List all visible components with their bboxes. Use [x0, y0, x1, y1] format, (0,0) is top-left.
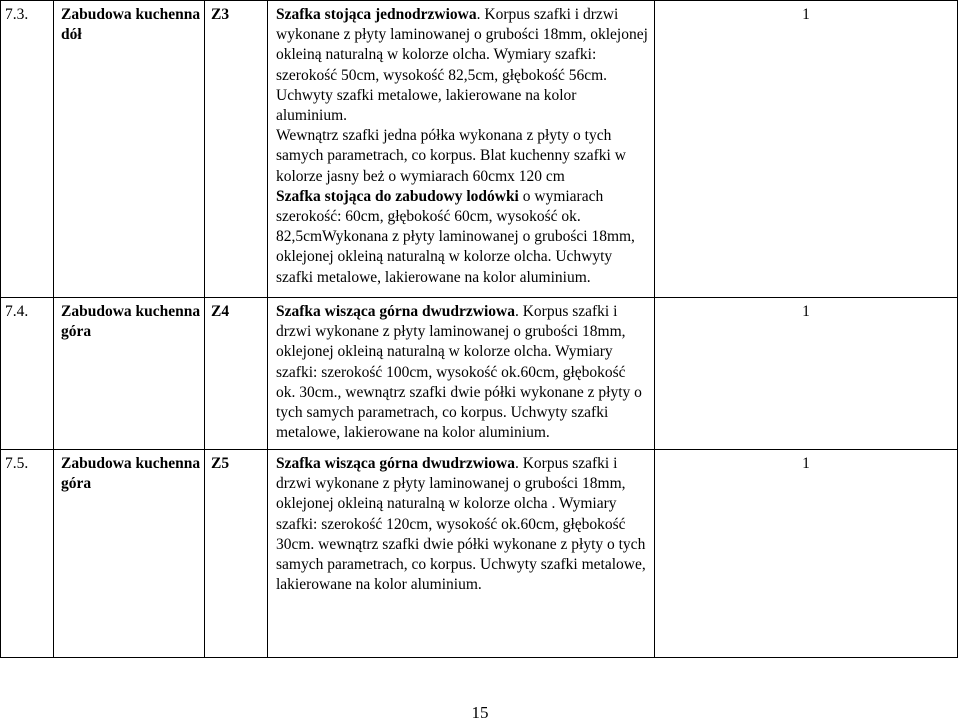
table-row [1, 450, 958, 658]
description-text: . Korpus szafki i drzwi wykonane z płyty laminowanej o grubości 18mm, oklejonej okleiną naturalną w kolorze olcha. Wymiary szafki: szerokość 100cm, wysokość ok.60cm, głębokość ok. 30cm., wewnątrz szafki dwie półki wykonane z płyty o tych samych parametrach, co korpus. Uchwyty szafki metalowe, lakierowane na kolor aluminium. [276, 303, 642, 442]
description-text: . Korpus szafki i drzwi wykonane z płyty laminowanej o grubości 18mm, oklejonej okleiną naturalną w kolorze olcha . Wymiary szafki: szerokość 120cm, wysokość ok.60cm, głębokość 30cm. wewnątrz szafki dwie półki wykonane z płyty o tych samych parametrach, co korpus. Uchwyty szafki metalowe, lakierowane na kolor aluminium. [276, 455, 646, 594]
description-paragraph [276, 187, 648, 288]
item-name: Zabudowa kuchenna góra [54, 298, 205, 450]
table-row [1, 1, 958, 298]
item-name: Zabudowa kuchenna góra [54, 450, 205, 658]
description-bold-lead: Szafka stojąca jednodrzwiowa [276, 6, 477, 23]
page-number: 15 [471, 703, 489, 722]
item-code: Z3 [205, 1, 268, 298]
description-bold-lead: Szafka wisząca górna dwudrzwiowa [276, 303, 515, 320]
description-text: . Korpus szafki i drzwi wykonane z płyty laminowanej o grubości 18mm, oklejonej okleiną naturalną w kolorze olcha. Wymiary szafki: szerokość 50cm, wysokość 82,5cm, głębokość 56cm. Uchwyty szafki metalowe, lakierowane na kolor aluminium. [276, 6, 648, 125]
item-quantity: 1 [655, 450, 958, 658]
description-bold-lead: Szafka stojąca do zabudowy lodówki [276, 187, 519, 205]
table-row [1, 298, 958, 450]
item-description [268, 298, 655, 450]
description-bold-lead: Szafka wisząca górna dwudrzwiowa [276, 455, 515, 472]
item-name: Zabudowa kuchenna dół [54, 1, 205, 298]
item-description [268, 450, 655, 658]
item-description [268, 1, 655, 298]
item-number: 7.5. [1, 450, 54, 658]
item-number: 7.4. [1, 298, 54, 450]
description-paragraph [276, 126, 648, 187]
description-text: Wewnątrz szafki jedna półka wykonana z płyty o tych samych parametrach, co korpus. Blat kuchenny szafki w kolorze jasny beż o wymiarach 60cmx 120 cm [276, 127, 626, 185]
description-paragraph [276, 302, 648, 443]
item-code: Z4 [205, 298, 268, 450]
item-number: 7.3. [1, 1, 54, 298]
description-paragraph [276, 454, 648, 595]
description-text: o wymiarach szerokość: 60cm, głębokość 60cm, wysokość ok. 82,5cmWykonana z płyty laminowanej o grubości 18mm, oklejonej okleiną naturalną w kolorze olcha. Uchwyty szafki metalowe, lakierowane na kolor aluminium. [276, 187, 635, 286]
item-quantity: 1 [655, 298, 958, 450]
item-code: Z5 [205, 450, 268, 658]
description-paragraph [276, 5, 648, 126]
item-quantity: 1 [655, 1, 958, 298]
